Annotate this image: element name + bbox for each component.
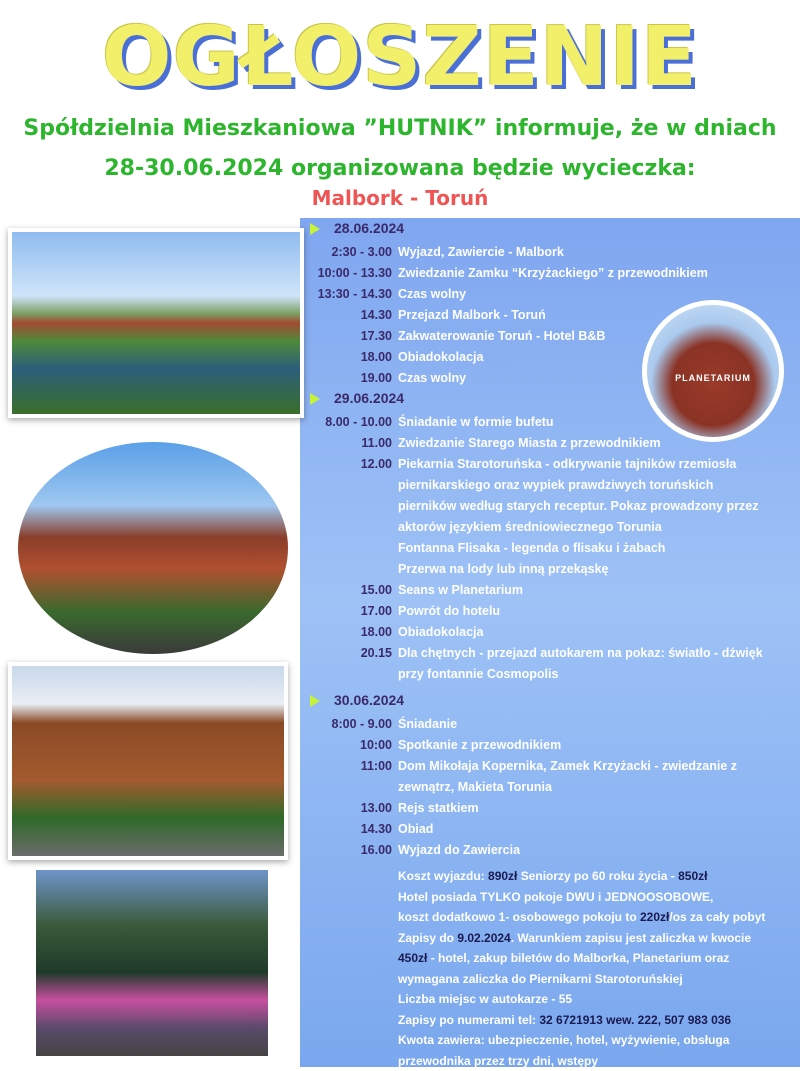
schedule-description: Fontanna Flisaka - legenda o flisaku i żabach	[398, 538, 788, 559]
schedule-time: 12.00	[300, 454, 392, 475]
schedule-time: 17.30	[300, 326, 392, 347]
schedule-description: zewnątrz, Makieta Torunia	[398, 777, 788, 798]
schedule-time: 14.30	[300, 819, 392, 840]
schedule-description: piernikarskiego oraz wypiek prawdziwych toruńskich	[398, 475, 788, 496]
info-line: koszt dodatkowo 1- osobowego pokoju to 220zł/os za cały pobyt	[398, 907, 790, 928]
schedule-time: 18.00	[300, 347, 392, 368]
schedule-time: 18.00	[300, 622, 392, 643]
schedule-description: Zwiedzanie Starego Miasta z przewodnikiem	[398, 433, 788, 454]
info-line: Zapisy po numerami tel: 32 6721913 wew. 222, 507 983 036	[398, 1010, 790, 1031]
schedule-time: 20.15	[300, 643, 392, 664]
torun-town-hall-photo	[18, 442, 288, 654]
schedule-time: 16.00	[300, 840, 392, 861]
subtitle-line-2: 28-30.06.2024 organizowana będzie wycieczka:	[0, 156, 800, 181]
copernicus-house-photo	[8, 662, 288, 860]
schedule-description: Dla chętnych - przejazd autokarem na pokaz: światło - dźwięk	[398, 643, 788, 664]
schedule-description: pierników według starych receptur. Pokaz prowadzony przez	[398, 496, 788, 517]
schedule-time: 8:00 - 9.00	[300, 714, 392, 735]
schedule-description: Piekarnia Starotoruńska - odkrywanie tajników rzemiosła	[398, 454, 788, 475]
schedule-time: 11.00	[300, 433, 392, 454]
schedule-description: Czas wolny	[398, 284, 788, 305]
schedule-description: Dom Mikołaja Kopernika, Zamek Krzyżacki - zwiedzanie z	[398, 756, 788, 777]
info-line: przewodnika przez trzy dni, wstępy	[398, 1051, 790, 1071]
schedule-description: przy fontannie Cosmopolis	[398, 664, 788, 685]
bullet-arrow-icon	[310, 223, 320, 235]
day-header-2: 29.06.2024	[310, 390, 404, 406]
fountain-photo	[36, 870, 268, 1056]
day-header-3: 30.06.2024	[310, 692, 404, 708]
schedule-description: Rejs statkiem	[398, 798, 788, 819]
info-line: Kwota zawiera: ubezpieczenie, hotel, wyżywienie, obsługa	[398, 1030, 790, 1051]
schedule-description: Zakwaterowanie Toruń - Hotel B&B	[398, 326, 788, 347]
info-line: Liczba miejsc w autokarze - 55	[398, 989, 790, 1010]
subtitle-line-1: Spółdzielnia Mieszkaniowa ”HUTNIK” informuje, że w dniach	[0, 116, 800, 141]
schedule-time: 19.00	[300, 368, 392, 389]
schedule-time: 15.00	[300, 580, 392, 601]
schedule-description: aktorów językiem średniowiecznego Torunia	[398, 517, 788, 538]
schedule-description: Przerwa na lody lub inną przekąskę	[398, 559, 788, 580]
info-line: Hotel posiada TYLKO pokoje DWU i JEDNOOSOBOWE,	[398, 887, 790, 908]
schedule-description: Obiadokolacja	[398, 347, 788, 368]
schedule-description: Powrót do hotelu	[398, 601, 788, 622]
schedule-time: 11:00	[300, 756, 392, 777]
schedule-time: 13:30 - 14.30	[300, 284, 392, 305]
schedule-time: 8.00 - 10.00	[300, 412, 392, 433]
schedule-description: Seans w Planetarium	[398, 580, 788, 601]
trip-info	[398, 866, 790, 1071]
schedule-description: Wyjazd, Zawiercie - Malbork	[398, 242, 788, 263]
planetarium-sign: PLANETARIUM	[647, 373, 779, 383]
schedule-time: 10:00	[300, 735, 392, 756]
info-line: Zapisy do 9.02.2024. Warunkiem zapisu jest zaliczka w kwocie	[398, 928, 790, 949]
schedule-description: Spotkanie z przewodnikiem	[398, 735, 788, 756]
malbork-castle-photo	[8, 228, 304, 418]
schedule-time: 10:00 - 13.30	[300, 263, 392, 284]
page-title: OGŁOSZENIE	[0, 8, 800, 108]
schedule-time: 13.00	[300, 798, 392, 819]
bullet-arrow-icon	[310, 695, 320, 707]
schedule-description: Zwiedzanie Zamku “Krzyżackiego” z przewodnikiem	[398, 263, 788, 284]
day-header-1: 28.06.2024	[310, 220, 404, 236]
schedule-description: Wyjazd do Zawiercia	[398, 840, 788, 861]
schedule-description: Śniadanie w formie bufetu	[398, 412, 788, 433]
bullet-arrow-icon	[310, 393, 320, 405]
destination: Malbork - Toruń	[0, 186, 800, 210]
schedule-description: Przejazd Malbork - Toruń	[398, 305, 788, 326]
schedule-description: Śniadanie	[398, 714, 788, 735]
schedule-time: 17.00	[300, 601, 392, 622]
schedule-description: Obiadokolacja	[398, 622, 788, 643]
schedule-description: Obiad	[398, 819, 788, 840]
schedule-description: Czas wolny	[398, 368, 788, 389]
schedule-time: 14.30	[300, 305, 392, 326]
info-line: Koszt wyjazdu: 890zł Seniorzy po 60 roku życia - 850zł	[398, 866, 790, 887]
info-line: 450zł - hotel, zakup biletów do Malborka, Planetarium oraz	[398, 948, 790, 969]
schedule-time: 2:30 - 3.00	[300, 242, 392, 263]
info-line: wymagana zaliczka do Piernikarni Starotoruńskiej	[398, 969, 790, 990]
